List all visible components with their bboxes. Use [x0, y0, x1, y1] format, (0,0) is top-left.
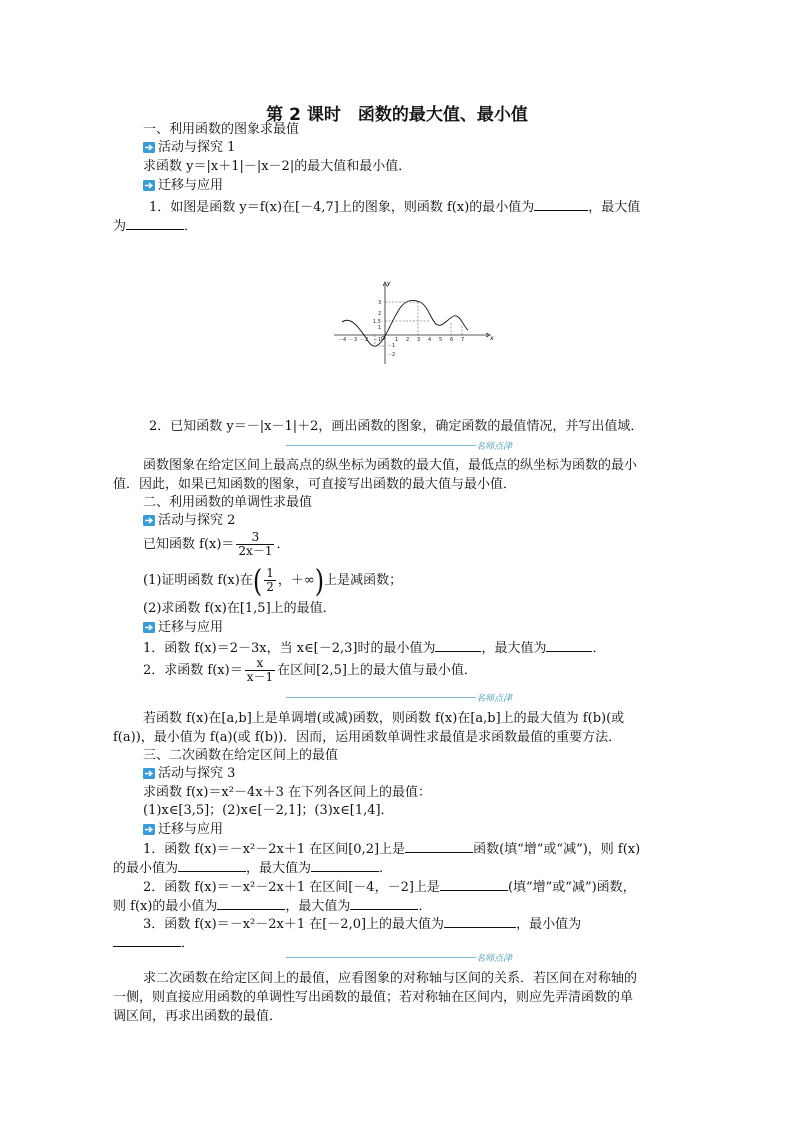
arrow-tag-icon [143, 180, 155, 191]
arrow-tag-icon [143, 768, 155, 779]
s1-summary-line1: 函数图象在给定区间上最高点的纵坐标为函数的最大值，最低点的纵坐标为函数的最小 [143, 458, 638, 473]
practice-2-label: 迁移与应用 [143, 619, 223, 636]
x-tick-labels [338, 337, 464, 343]
s3-question-3: 3．函数 f(x)＝－x²－2x＋1 在[－2,0]上的最大值为 ，最小值为 [143, 914, 581, 933]
answer-blank[interactable] [435, 638, 481, 652]
s1-question-2: 2．已知函数 y＝－|x－1|＋2，画出函数的图象，确定函数的最值情况，并写出值域． [149, 419, 644, 434]
x-tick: 1 [395, 337, 399, 343]
y-tick-labels [373, 300, 395, 358]
section2-heading: 二、利用函数的单调性求最值 [143, 495, 313, 510]
section1-heading: 一、利用函数的图象求最值 [143, 122, 300, 137]
s3-question-1: 1．函数 f(x)＝－x²－2x＋1 在区间[0,2]上是 函数(填“增”或“减”)，则 f(x) [143, 839, 640, 858]
s3-question-2: 2．函数 f(x)＝－x²－2x＋1 在区间[－4，－2]上是 (填“增”或“减”)函数， [143, 877, 636, 896]
answer-blank[interactable] [178, 858, 246, 872]
y-tick: 1.5 [373, 319, 381, 325]
answer-blank[interactable] [350, 896, 418, 910]
answer-blank[interactable] [546, 638, 592, 652]
y-tick: －2 [387, 352, 396, 358]
x-tick: 3 [417, 337, 421, 343]
problem-3: 求函数 f(x)＝x²－4x＋3 在下列各区间上的最值： [143, 785, 431, 800]
divider [286, 439, 536, 453]
tip-badge: 名师点津 [476, 954, 513, 964]
fraction: $\frac{3}{2x-1}$ [238, 530, 273, 558]
function-graph [330, 278, 500, 372]
s2-summary-line1: 若函数 f(x)在[a,b]上是单调增(或减)函数，则函数 f(x)在[a,b]上的最大值为 f(b)(或 [143, 711, 625, 726]
activity-3-label: 活动与探究 3 [143, 765, 235, 782]
s3-summary-line2: 一侧，则直接应用函数的单调性写出函数的最值；若对称轴在区间内，则应先弄清函数的单 [113, 990, 634, 1005]
answer-blank[interactable] [534, 197, 588, 211]
x-tick: －2 [360, 337, 369, 343]
activity-1-label: 活动与探究 1 [143, 139, 235, 156]
x-tick: 4 [428, 337, 432, 343]
answer-blank[interactable] [440, 877, 508, 891]
divider [286, 951, 536, 965]
answer-blank[interactable] [311, 858, 379, 872]
practice-1-label: 迁移与应用 [143, 177, 223, 194]
arrow-tag-icon [143, 515, 155, 526]
x-tick: －3 [349, 337, 358, 343]
practice-3-label: 迁移与应用 [143, 821, 223, 838]
answer-blank[interactable] [217, 896, 285, 910]
activity-2-label: 活动与探究 2 [143, 512, 235, 529]
s1-summary-line2: 值．因此，如果已知函数的图象，可直接写出函数的最大值与最小值． [113, 477, 517, 492]
x-tick: －1 [373, 337, 382, 343]
s2-question-1: 1．函数 f(x)＝2－3x，当 x∈[－2,3]时的最小值为 ，最大值为 ． [143, 638, 606, 657]
s2-part-1: (1)证明函数 f(x)在( $\frac{1}{2}$ ，＋∞)上是减函数； [143, 562, 403, 599]
s1-question-1-cont: 为 ． [113, 216, 197, 235]
tip-badge: 名师点津 [476, 442, 513, 452]
arrow-tag-icon [143, 622, 155, 633]
section3-heading: 三、二次函数在给定区间上的最值 [143, 748, 339, 763]
y-tick: 1 [378, 325, 382, 331]
function-definition: 已知函数 f(x)＝ $\frac{3}{2x-1}$ ． [143, 530, 290, 558]
arrow-tag-icon [143, 142, 155, 153]
s3-question-3-cont: ． [113, 933, 194, 952]
answer-blank[interactable] [113, 933, 181, 947]
x-tick: －4 [338, 337, 347, 343]
s3-summary-line1: 求二次函数在给定区间上的最值，应看图象的对称轴与区间的关系．若区间在对称轴的 [143, 971, 638, 986]
s2-summary-line2: f(a))，最小值为 f(a)(或 f(b))．因而，运用函数单调性求最值是求函数最值的重要方法． [113, 730, 622, 745]
problem-1: 求函数 y＝|x＋1|－|x－2|的最大值和最小值． [143, 159, 412, 174]
answer-blank[interactable] [405, 839, 473, 853]
y-axis-label: y [387, 280, 391, 287]
s2-question-2: 2．求函数 f(x)＝ $\frac{x}{x-1}$ 在区间[2,5]上的最大值与最小值． [143, 656, 477, 684]
x-tick: 6 [450, 337, 454, 343]
s2-part-2: (2)求函数 f(x)在[1,5]上的最值． [143, 601, 336, 616]
fraction: $\frac{x}{x-1}$ [246, 656, 274, 684]
x-tick: 5 [439, 337, 443, 343]
problem-3-subparts: (1)x∈[3,5]；(2)x∈[－2,1]；(3)x∈[1,4]． [143, 803, 394, 818]
x-axis-label: x [490, 335, 494, 342]
page-title: 第 2 课时 函数的最大值、最小值 [266, 105, 528, 125]
tip-badge: 名师点津 [476, 694, 513, 704]
divider [286, 691, 536, 705]
y-tick: 2 [378, 311, 382, 317]
answer-blank[interactable] [126, 216, 184, 230]
y-tick: －1 [387, 343, 396, 349]
s3-summary-line3: 调区间，再求出函数的最值． [113, 1009, 283, 1024]
s3-question-1-cont: 的最小值为 ，最大值为 ． [113, 858, 392, 877]
answer-blank[interactable] [444, 914, 516, 928]
s3-question-2-cont: 则 f(x)的最小值为 ，最大值为 ． [113, 896, 431, 915]
x-tick: 7 [461, 337, 465, 343]
fraction: $\frac{1}{2}$ [266, 566, 274, 594]
y-tick: 3 [378, 300, 382, 306]
origin-label: O [381, 336, 385, 342]
x-tick: 2 [406, 337, 410, 343]
s1-question-1: 1．如图是函数 y＝f(x)在[－4,7]上的图象，则函数 f(x)的最小值为 ，最大值 [149, 197, 640, 216]
arrow-tag-icon [143, 824, 155, 835]
